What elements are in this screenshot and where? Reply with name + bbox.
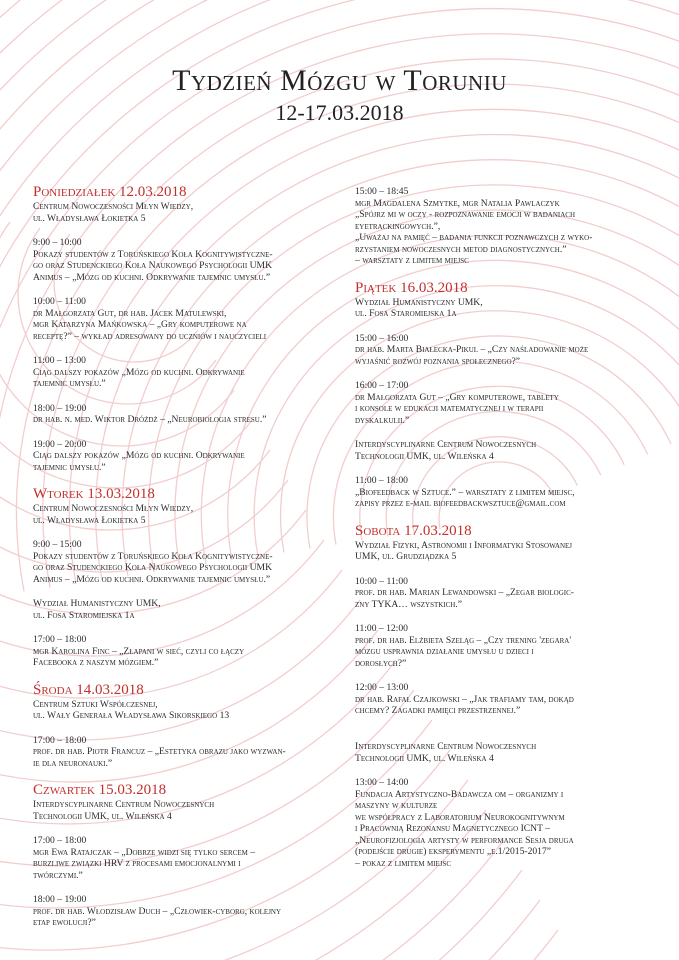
day-heading: Czwartek 15.03.2018 <box>33 782 167 798</box>
event-description: prof. dr hab. Elżbieta Szeląg – „Czy trening 'zegara' mózgu usprawnia działanie umysłu u dzieci i dorosłych?” <box>355 634 572 669</box>
event-time: 9:00 – 10:00 <box>33 237 82 248</box>
event-description: dr hab. n. med. Wiktor Dróżdż – „Neurobiologia stresu.” <box>33 414 267 425</box>
event-description: mgr Ewa Ratajczak – „Dobrze widzi się tylko sercem – burzliwe związki HRV z procesami emocjonalnymi i twórczymi.” <box>33 846 256 881</box>
event-description: dr hab. Marta Białecka-Pikul – „Czy naśladowanie może wyjaśnić rozwój poznania społecznego?” <box>355 344 589 367</box>
day-block <box>33 184 338 473</box>
event-time: 19:00 – 20:00 <box>33 438 87 450</box>
poster-title: Tydzień Mózgu w Toruniu <box>172 64 507 97</box>
event-description: Fundacja Artystyczno-Badawcza om – organizmy i maszyny w kulturze we współpracy z Laboratorium Neurokognitywnym i Pracownią Rezonansu Magnetycznego ICNT – „Neurofizjologia artysty w performance Sesja druga (podejście drugie) eksperymentu „e.1/2015-2017” – pokaz z limitem miejsc <box>355 788 574 869</box>
day-block <box>355 523 655 870</box>
event-description: Pokazy studentów z Toruńskiego Koła Kognitywistyczne- go oraz Studenckiego Koła Naukowego Psychologii UMK Animus – „Mózg od kuchni. Odkrywanie tajemnic umysłu.” <box>33 248 273 283</box>
event-time: 10:00 – 11:00 <box>33 296 86 307</box>
event-time: 11:00 – 12:00 <box>355 623 408 634</box>
venue-address: Wydział Fizyki, Astronomii i Informatyki Stosowanej UMK, ul. Grudziądzka 5 <box>355 539 573 562</box>
event-description: prof. dr hab. Marian Lewandowski – „Zegar biologic- zny TYKA… wszystkich.” <box>355 587 574 610</box>
venue-address: Wydział Humanistyczny UMK, ul. Fosa Staromiejska 1a <box>355 296 483 319</box>
event-description: mgr Karolina Finc – „Złapani w sieć, czyli co łączy Facebooka z naszym mózgiem.” <box>33 645 245 668</box>
event-time: 13:00 – 14:00 <box>355 777 409 788</box>
event-time: 15:00 – 16:00 <box>355 332 409 344</box>
day-block <box>355 186 655 267</box>
event-time: 18:00 – 19:00 <box>33 402 87 414</box>
event-time: 10:00 – 11:00 <box>355 575 408 587</box>
event-description: mgr Magdalena Szmytke, mgr Natalia Pawlaczyk „Spójrz mi w oczy - rozpoznawanie emocji w badaniach eyetrackingowych.”, „Uważaj na pamięć – badania funkcji poznawczych z wyko- rzystaniem nowoczesnych metod diagnostycznych.” – warsztaty z limitem miejsc <box>355 197 593 266</box>
event-description: „Biofeedback w Sztuce.” – warsztaty z limitem miejsc, zapisy przez e-mail biofeedbackwsztuce@gmail.com <box>355 486 575 509</box>
event-description: Ciąg dalszy pokazów „Mózg od kuchni. Odkrywanie tajemnic umysłu.” <box>33 366 245 389</box>
event-description: prof. dr hab. Piotr Francuz – „Estetyka obrazu jako wyzwan- ie dla neuronauki.” <box>33 746 286 769</box>
event-description: dr hab. Rafał Czajkowski – „Jak trafiamy tam, dokąd chcemy? Zagadki pamięci przestrzennej.” <box>355 693 574 716</box>
event-time: 17:00 – 18:00 <box>33 734 87 746</box>
day-block <box>355 280 655 510</box>
event-time: 11:00 – 18:00 <box>355 475 408 486</box>
event-time: 15:00 – 18:45 <box>355 186 409 197</box>
event-description: prof. dr hab. Włodzisław Duch – „Człowiek-cyborg, kolejny etap ewolucji?” <box>33 905 282 928</box>
event-description: dr Małgorzata Gut – „Gry komputerowe, tablety i konsole w edukacji matematycznej i w terapii dyskalkulii.” <box>355 391 559 426</box>
schedule-right-column <box>355 186 655 882</box>
event-time: 17:00 – 18:00 <box>33 835 87 846</box>
event-description: Wydział Humanistyczny UMK, ul. Fosa Staromiejska 1a <box>33 598 161 621</box>
day-heading: Poniedziałek 12.03.2018 <box>33 184 187 200</box>
day-heading: Sobota 17.03.2018 <box>355 522 472 539</box>
event-time: 16:00 – 17:00 <box>355 380 409 391</box>
venue-address: Centrum Sztuki Współczesnej, ul. Wały Generała Władysława Sikorskiego 13 <box>33 698 230 721</box>
event-time: 11:00 – 13:00 <box>33 355 86 366</box>
day-block <box>33 486 338 669</box>
event-time: 12:00 – 13:00 <box>355 682 409 693</box>
event-description: Interdyscyplinarne Centrum Nowoczesnych Technologii UMK, ul. Wileńska 4 <box>355 439 537 462</box>
venue-address: Centrum Nowoczesności Młyn Wiedzy, ul. Władysława Łokietka 5 <box>33 201 194 224</box>
schedule-left-column <box>33 184 338 942</box>
event-description: dr Małgorzata Gut, dr hab. Jacek Matulewski, mgr Katarzyna Mańkowska – „Gry komputerowe na receptę?” – wykład adresowany do uczniów i nauczycieli <box>33 307 267 342</box>
day-block <box>33 682 338 770</box>
poster-dates: 12-17.03.2018 <box>275 100 404 125</box>
venue-address: Interdyscyplinarne Centrum Nowoczesnych Technologii UMK, ul. Wileńska 4 <box>33 799 215 822</box>
day-block <box>33 782 338 929</box>
event-description: Pokazy studentów z Toruńskiego Koła Kognitywistyczne- go oraz Studenckiego Koła Naukowego Psychologii UMK Animus – „Mózg od kuchni. Odkrywanie tajemnic umysłu.” <box>33 550 273 585</box>
event-time: 9:00 – 15:00 <box>33 539 82 550</box>
venue-address: Centrum Nowoczesności Młyn Wiedzy, ul. Władysława Łokietka 5 <box>33 503 194 526</box>
event-description: Interdyscyplinarne Centrum Nowoczesnych Technologii UMK, ul. Wileńska 4 <box>355 741 537 764</box>
event-description: Ciąg dalszy pokazów „Mózg od kuchni. Odkrywanie tajemnic umysłu.” <box>33 450 245 473</box>
day-heading: Środa 14.03.2018 <box>33 681 144 698</box>
day-heading: Wtorek 13.03.2018 <box>33 486 155 502</box>
day-heading: Piątek 16.03.2018 <box>355 279 468 296</box>
event-time: 18:00 – 19:00 <box>33 894 87 905</box>
event-time: 17:00 – 18:00 <box>33 634 87 645</box>
